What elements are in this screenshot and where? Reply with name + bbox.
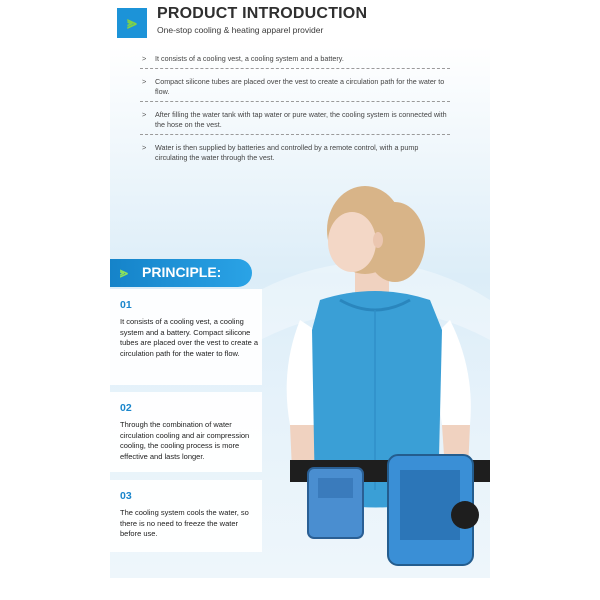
chevron-right-icon: > [142,54,147,63]
card-text: The cooling system cools the water, so there is no need to freeze the water before use. [120,508,249,538]
chevron-right-icon: > [142,143,147,152]
card-number: 03 [120,490,132,502]
chevron-right-icon: > [142,77,147,86]
person-wearing-cooling-vest-image [260,170,490,578]
card-number: 02 [120,402,132,414]
double-arrow-icon: ⪢ [120,264,128,280]
list-item [140,110,450,135]
principle-card-02 [110,392,262,472]
card-text: Through the combination of water circulation cooling and air compression cooling, the cooling process is more effective and lasts longer. [120,420,250,461]
page-subtitle: One-stop cooling & heating apparel provider [157,25,324,35]
principle-banner [110,259,252,287]
product-page [110,0,490,578]
list-item [140,77,450,102]
page-title: PRODUCT INTRODUCTION [157,5,368,22]
chevron-right-icon: > [142,110,147,119]
list-item-text: It consists of a cooling vest, a cooling system and a battery. [155,54,344,63]
list-item-text: Water is then supplied by batteries and controlled by a remote control, with a pump circulating the water through the vest. [155,143,419,162]
principle-title: PRINCIPLE: [142,264,222,280]
list-item [140,54,450,69]
list-item-text: Compact silicone tubes are placed over the vest to create a circulation path for the water to flow. [155,77,445,96]
principle-card-01 [110,289,262,385]
principle-card-03 [110,480,262,552]
card-text: It consists of a cooling vest, a cooling system and a battery. Compact silicone tubes are placed over the vest to create a circulation path for the water to flow. [120,317,258,358]
list-item [140,143,450,167]
card-number: 01 [120,299,132,311]
arrow-logo-icon: ⪢ [117,8,147,38]
list-item-text: After filling the water tank with tap water or pure water, the cooling system is connected with the hose on the vest. [155,110,447,129]
intro-list [140,54,450,175]
